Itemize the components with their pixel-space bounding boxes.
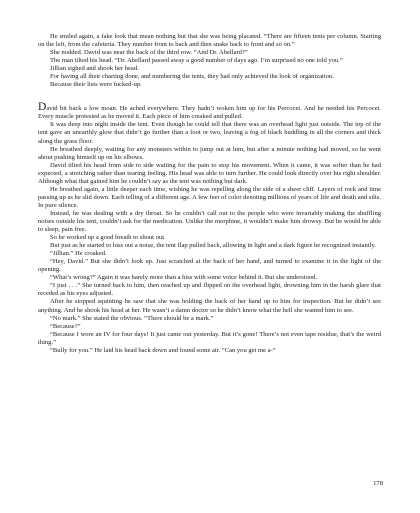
paragraph: “Jillian.” He croaked. — [50, 250, 107, 258]
paragraph: He breathed deeply, waiting for any monsters within to jump out at him, but after a minute nothing had moved, so he went about pushing himself up on his elbows. — [38, 145, 381, 161]
paragraph: “Hey, David.” But she didn’t look up. Just scratched at the back of her hand, and turned to examine it in the light of the opening. — [38, 258, 381, 274]
paragraph: “What’s wrong?” Again it was barely more than a hiss with some voice behind it. But she understood. — [50, 274, 318, 282]
paragraph: But just as he started to hiss out a noise, the tent flap pulled back, allowing in light and a dark figure he recognized instantly. — [50, 242, 376, 250]
paragraph: “Because I wore an IV for four days! It just came out yesterday. But it’s gone! There’s not even tape residue, that’s the weird thing.” — [38, 330, 381, 346]
paragraph: “No mark.” She stated the obvious. “There should be a mark.” — [50, 314, 214, 322]
paragraph: So he worked up a good breath to shout out. — [50, 234, 166, 242]
paragraph: The man tilted his head. “Dr. Abellard passed away a good number of days ago. I’m surprised no one told you.” — [50, 57, 343, 65]
paragraph: After he stopped squinting he saw that she was holding the back of her hand up to him for inspection. But he didn’t see anything. And he shook his head at her. He wasn’t a damn doctor so he didn’t know what the hell she wanted him to see. — [38, 298, 381, 314]
section-opening-paragraph — [38, 101, 381, 121]
paragraph: Jillian sighed and shook her head. — [50, 65, 139, 73]
paragraph: She nodded. David was near the back of the third row. “And Dr. Abellard?” — [50, 49, 248, 57]
paragraph: Instead, he was dealing with a dry throat. So he couldn’t call out to the people who were invariably making the shuffling noises outside his tent, couldn’t ask for the medication. Unlike the morphine, it wouldn’t make him drowsy. But he would be able to sleep, pain free. — [38, 209, 381, 234]
paragraph: David tilted his head from side to side waiting for the pain to stop his movement. When it came, it was softer than he had expected, a stretching rather than tearing feeling. His head was able to turn further. He could look directly over his right shoulder. Although what that gained him he couldn’t say as the tent was nothing but dark. — [38, 161, 381, 185]
paragraph: “I just . . .” She turned back to him, then reached up and flipped on the overhead light, drowning him in the harsh glare that receded as his eyes adjusted. — [38, 282, 381, 298]
paragraph: “Because?” — [50, 322, 81, 330]
paragraph: Because their lists were fucked-up. — [50, 81, 142, 89]
opening-text: avid bit back a low moan. He ached everywhere. They hadn’t woken him up for his Percocet. And he needed his Percocet. Every muscle protested as he moved it. Each piece of him creaked and pulled. — [38, 105, 381, 121]
paragraph: For having all their charting done, and numbering the tents, they had only achieved the look of organization. — [50, 73, 334, 81]
body-text — [38, 33, 381, 355]
drop-cap: D — [38, 101, 47, 114]
paragraph: “Bully for you.” He laid his head back down and found some air. “Can you get me a-” — [50, 346, 276, 354]
paragraph: It was deep into night inside the tent. Even though he could tell that there was an overhead light just outside. The top of the tent gave an unearthly glow that didn’t go further than a foot or two, leaving a fog of black huddling in all the corners and thick along the grass floor. — [38, 121, 381, 145]
page-number: 178 — [373, 480, 383, 487]
paragraph: He smiled again, a fake look that mean nothing but that she was being placated. “There are fifteen tents per column. Starting on the left, from the cafeteria. They number front to back and then snake back to front and so on.” — [38, 33, 381, 49]
paragraph: He breathed again, a little deeper each time, wishing he was repelling along the side of a sheer cliff. Layers of rock and time passing up as he slid down. Each telling of a different age. A few feet of color denoting millions of years of life and death and silts. In pure silence. — [38, 185, 381, 209]
